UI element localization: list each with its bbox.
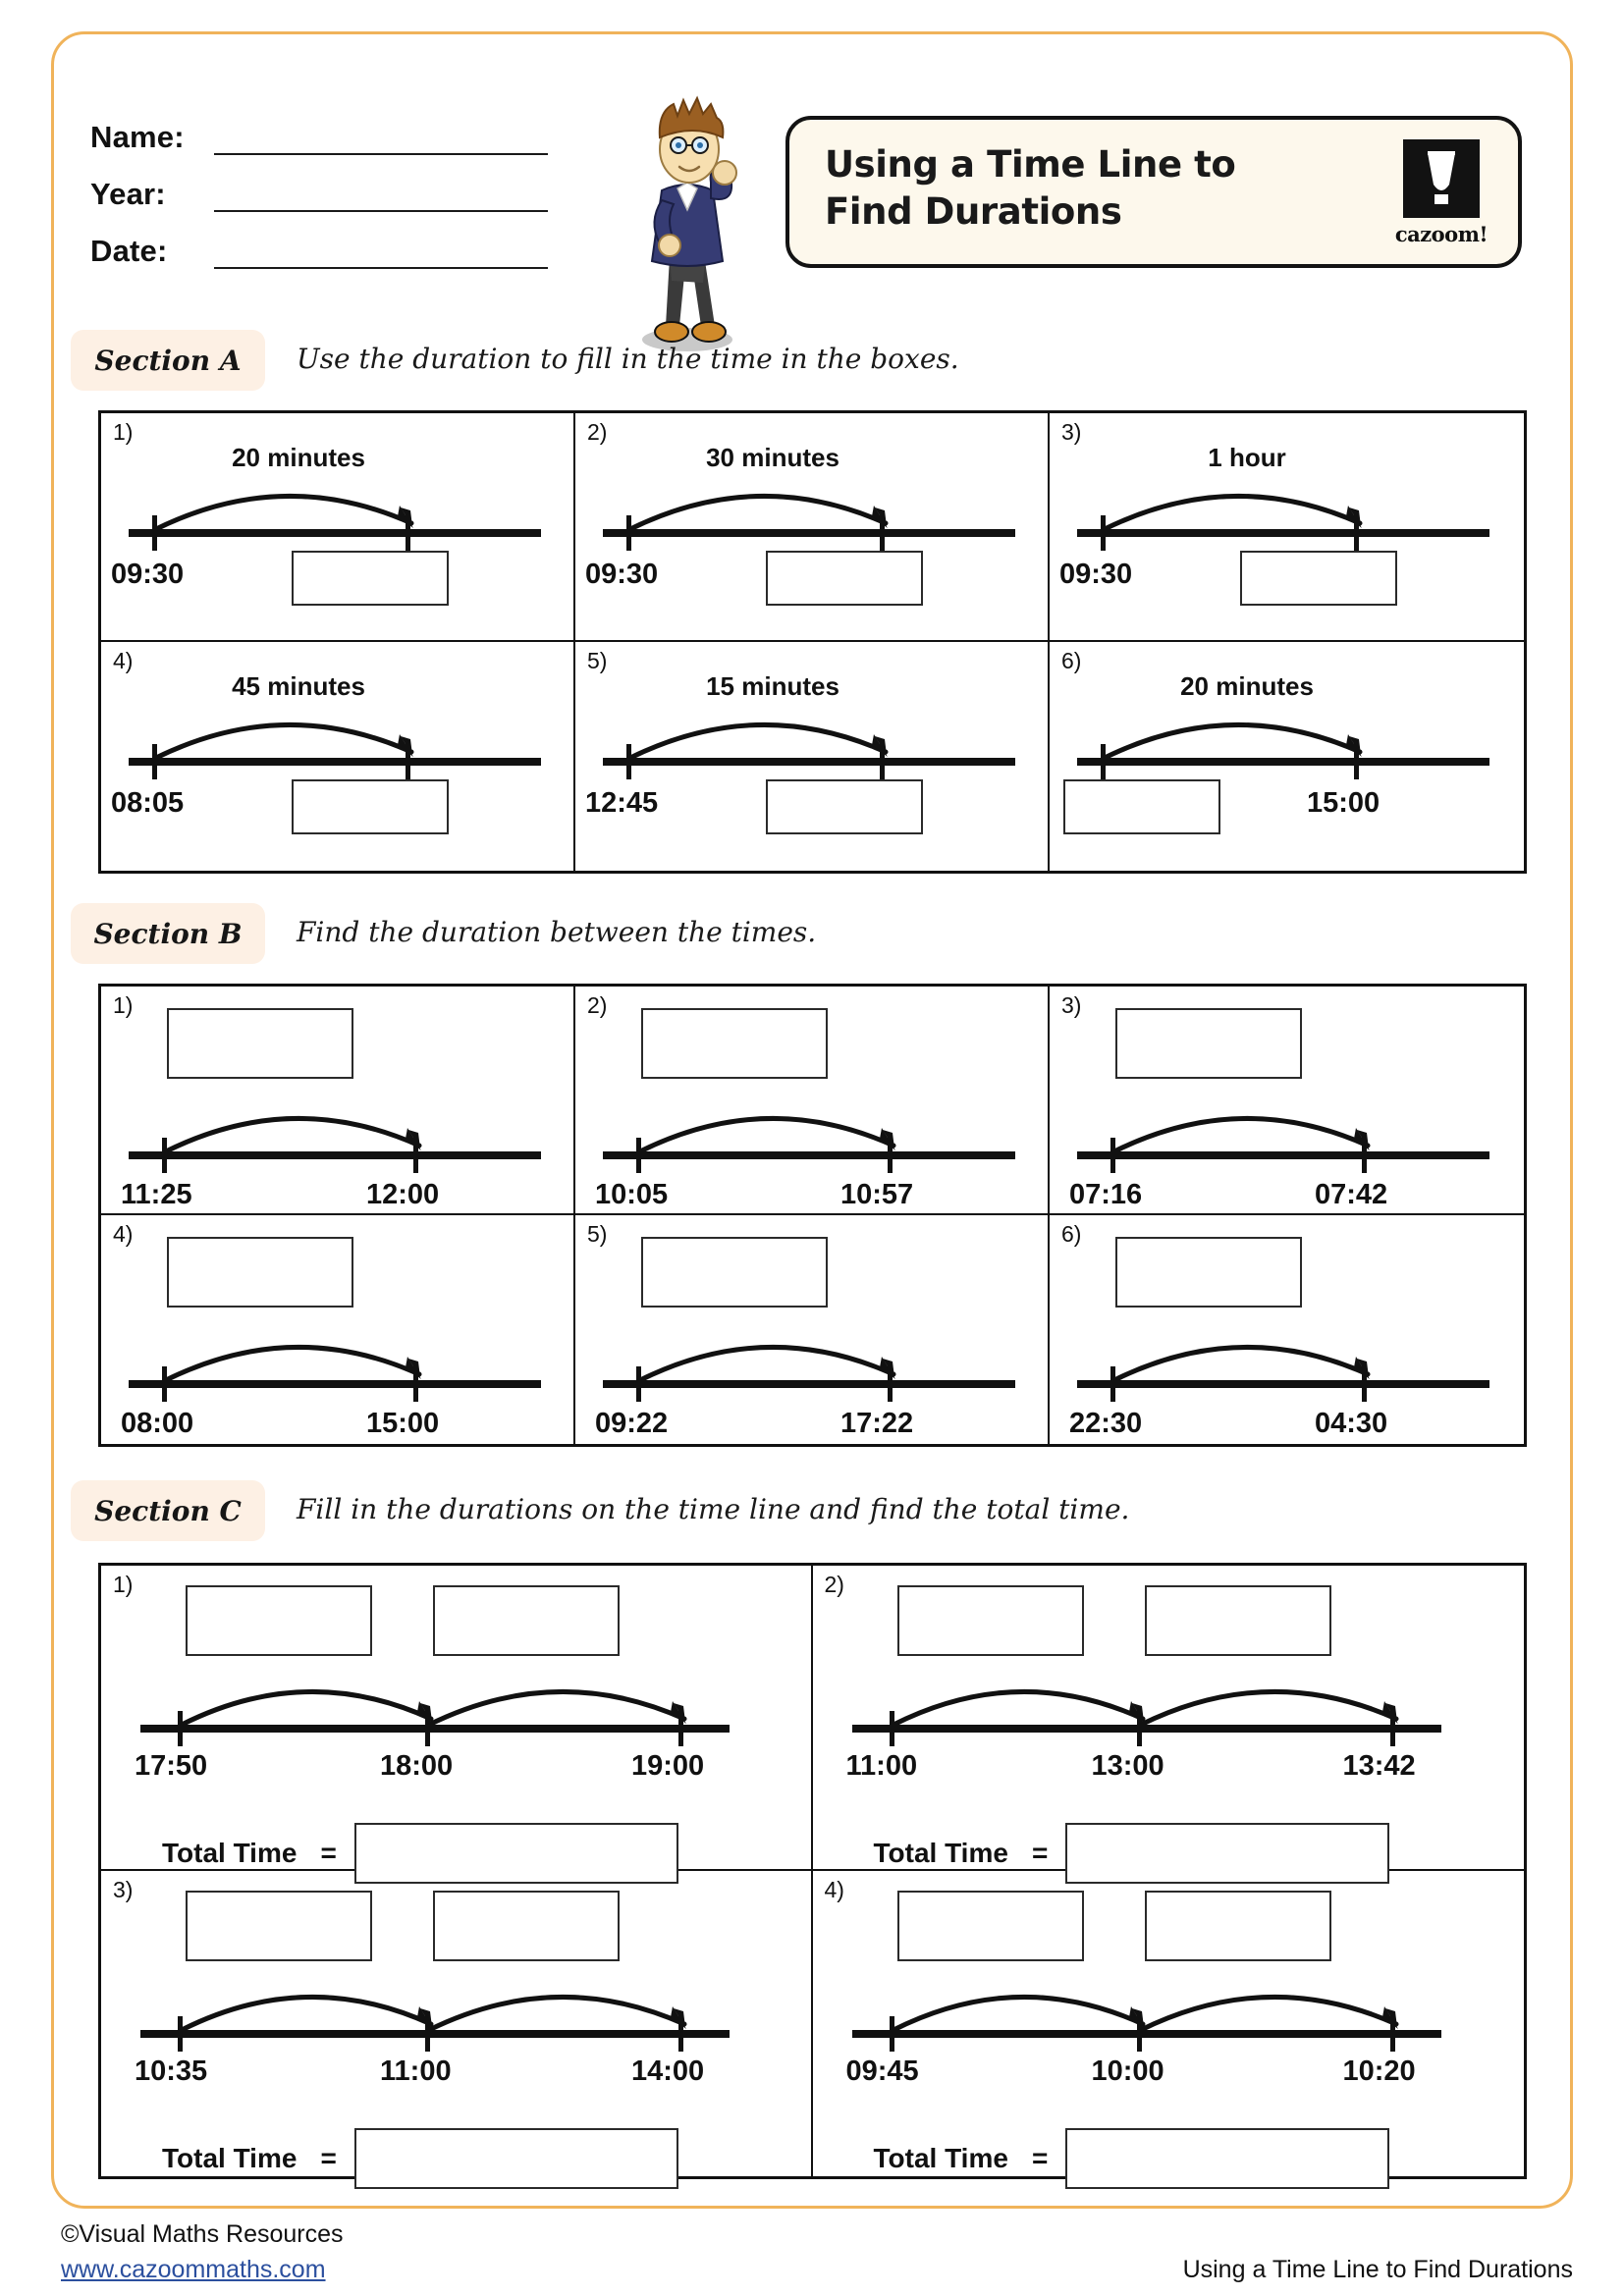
duration-arrow-icon [621, 460, 903, 538]
time-line-tick [1354, 515, 1359, 551]
total-time-row [162, 2128, 678, 2189]
question-number: 3) [1061, 992, 1082, 1018]
duration-box-1[interactable] [186, 1585, 372, 1656]
section-c-question-grid [98, 1563, 1527, 2179]
year-input-line[interactable] [214, 183, 548, 212]
question-cell [101, 1871, 813, 2176]
question-number: 6) [1061, 1221, 1082, 1247]
equals-sign: = [320, 1838, 337, 1868]
time-line-rail [129, 1380, 541, 1388]
question-number: 1) [113, 1572, 134, 1597]
glass-shape-icon [1419, 147, 1464, 210]
question-cell [101, 987, 575, 1215]
date-input-line[interactable] [214, 240, 548, 269]
duration-arrow-icon [172, 1656, 449, 1734]
question-cell [575, 1215, 1050, 1444]
time-line-tick [1110, 1366, 1115, 1402]
time-line-tick [1362, 1138, 1367, 1173]
time-label-start: 08:05 [111, 787, 185, 819]
cazoom-wordmark: cazoom! [1394, 222, 1489, 246]
equals-sign: = [1031, 1838, 1049, 1868]
time-line-rail [1077, 1380, 1489, 1388]
time-line-rail [140, 1725, 730, 1733]
time-line-tick [678, 2016, 683, 2052]
time-line-tick [626, 744, 631, 779]
time-line-tick [1362, 1366, 1367, 1402]
student-info-fields [90, 98, 601, 269]
answer-box[interactable] [292, 551, 449, 606]
time-line-tick [626, 515, 631, 551]
duration-label: 30 minutes [706, 443, 839, 472]
time-label-end: 17:22 [840, 1408, 914, 1439]
time-label-end: 07:42 [1315, 1179, 1388, 1210]
time-line-rail [129, 758, 541, 766]
question-cell [575, 413, 1050, 642]
duration-arrow-icon [630, 1311, 911, 1389]
question-cell [813, 1566, 1525, 1871]
duration-box-2[interactable] [1145, 1585, 1331, 1656]
section-b-heading [71, 903, 1543, 964]
section-a-question-grid [98, 410, 1527, 874]
time-line-tick [406, 515, 410, 551]
duration-box-1[interactable] [897, 1585, 1084, 1656]
duration-arrow-icon [621, 689, 903, 767]
name-field-row [90, 98, 601, 155]
section-a-instruction: Use the duration to fill in the time in the boxes. [297, 343, 959, 375]
time-label-3: 14:00 [631, 2056, 705, 2087]
time-line-tick [1101, 744, 1106, 779]
section-c-heading [71, 1480, 1543, 1541]
time-line-rail [140, 2030, 730, 2038]
question-number: 2) [587, 419, 608, 445]
cazoom-glass-icon [1403, 139, 1480, 218]
section-c-instruction: Fill in the durations on the time line and find the total time. [297, 1493, 1130, 1525]
question-cell [813, 1871, 1525, 2176]
duration-arrow-icon [156, 1311, 437, 1389]
date-label: Date: [90, 234, 168, 268]
time-line-tick [162, 1366, 167, 1402]
time-line-rail [129, 1151, 541, 1159]
time-line-tick [1390, 1711, 1395, 1746]
question-cell [1050, 642, 1524, 871]
duration-arrow-icon [630, 1083, 911, 1160]
total-time-answer-box[interactable] [354, 2128, 678, 2189]
worksheet-header [0, 45, 1624, 308]
time-line-rail [852, 1725, 1441, 1733]
time-label-start: 08:00 [121, 1408, 194, 1439]
equals-sign: = [1031, 2143, 1049, 2173]
time-label-end: 10:57 [840, 1179, 914, 1210]
duration-arrow-icon [884, 1961, 1161, 2039]
time-line-tick [413, 1138, 418, 1173]
duration-arrow-icon [419, 1656, 702, 1734]
time-line-tick [888, 1138, 893, 1173]
time-line-tick [636, 1138, 641, 1173]
question-number: 2) [587, 992, 608, 1018]
time-label-2: 13:00 [1091, 1750, 1164, 1782]
time-line-tick [152, 744, 157, 779]
duration-label: 15 minutes [706, 671, 839, 701]
time-line-tick [178, 1711, 183, 1746]
duration-arrow-icon [146, 689, 429, 767]
answer-box[interactable] [167, 1237, 353, 1308]
page-title-line2: Find Durations [825, 190, 1122, 234]
time-line-rail [603, 1380, 1015, 1388]
time-line-tick [152, 515, 157, 551]
time-label-3: 19:00 [631, 1750, 705, 1782]
question-number: 4) [113, 648, 134, 673]
question-cell [101, 642, 575, 871]
page-title-line1: Using a Time Line to [825, 143, 1236, 186]
time-label-end: 15:00 [366, 1408, 440, 1439]
year-field-row [90, 155, 601, 212]
duration-box-1[interactable] [186, 1891, 372, 1961]
date-field-row [90, 212, 601, 269]
time-line-rail [852, 2030, 1441, 2038]
time-line-tick [678, 1711, 683, 1746]
question-number: 1) [113, 992, 134, 1018]
website-link[interactable]: www.cazoommaths.com [61, 2256, 326, 2283]
time-line-tick [890, 1711, 894, 1746]
section-b-instruction: Find the duration between the times. [297, 916, 817, 948]
duration-arrow-icon [1131, 1656, 1414, 1734]
duration-arrow-icon [156, 1083, 437, 1160]
time-line-tick [890, 2016, 894, 2052]
time-line-tick [880, 515, 885, 551]
answer-box[interactable] [1240, 551, 1397, 606]
student-mascot-icon [601, 73, 774, 357]
time-line-tick [425, 1711, 430, 1746]
question-cell [1050, 1215, 1524, 1444]
total-time-label: Total Time [162, 2143, 298, 2173]
section-a-pill [71, 330, 265, 391]
time-line-tick [413, 1366, 418, 1402]
question-cell [1050, 987, 1524, 1215]
name-input-line[interactable] [214, 126, 548, 155]
duration-arrow-icon [1131, 1961, 1414, 2039]
time-label-end: 04:30 [1315, 1408, 1388, 1439]
time-line-tick [162, 1138, 167, 1173]
time-label-1: 11:00 [845, 1750, 918, 1782]
time-line-rail [1077, 529, 1489, 537]
time-label-1: 17:50 [135, 1750, 208, 1782]
time-line-tick [880, 744, 885, 779]
duration-arrow-icon [419, 1961, 702, 2039]
total-time-label: Total Time [873, 1838, 1008, 1868]
equals-sign: = [320, 2143, 337, 2173]
question-cell [1050, 413, 1524, 642]
time-line-rail [603, 1151, 1015, 1159]
time-line-tick [178, 2016, 183, 2052]
section-b-pill [71, 903, 265, 964]
time-label-start: 22:30 [1069, 1408, 1143, 1439]
duration-box-1[interactable] [897, 1891, 1084, 1961]
section-a-label: Section A [94, 344, 242, 377]
time-label-end: 12:00 [366, 1179, 440, 1210]
question-number: 3) [1061, 419, 1082, 445]
duration-arrow-icon [1095, 689, 1378, 767]
duration-arrow-icon [172, 1961, 449, 2039]
question-cell [575, 987, 1050, 1215]
answer-box[interactable] [292, 779, 449, 834]
time-line-tick [425, 2016, 430, 2052]
section-b-label: Section B [93, 917, 243, 950]
time-line-tick [1354, 744, 1359, 779]
answer-box[interactable] [167, 1008, 353, 1079]
section-a-heading [71, 330, 1543, 391]
time-label-2: 10:00 [1091, 2056, 1164, 2087]
time-label-3: 13:42 [1342, 1750, 1416, 1782]
answer-box[interactable] [766, 551, 923, 606]
time-label-2: 11:00 [380, 2056, 452, 2087]
copyright-text: ©Visual Maths Resources [61, 2220, 344, 2248]
question-number: 4) [824, 1877, 844, 1902]
time-line-tick [888, 1366, 893, 1402]
time-line-rail [603, 529, 1015, 537]
time-line-tick [636, 1366, 641, 1402]
question-number: 4) [113, 1221, 134, 1247]
time-line-rail [129, 529, 541, 537]
time-label-start: 07:16 [1069, 1179, 1143, 1210]
time-label-start: 09:22 [595, 1408, 669, 1439]
time-label-start: 12:45 [585, 787, 659, 819]
time-line-tick [1137, 1711, 1142, 1746]
time-label-start: 11:25 [121, 1179, 192, 1210]
duration-label: 45 minutes [232, 671, 365, 701]
time-label-start: 10:05 [595, 1179, 669, 1210]
time-line-tick [406, 744, 410, 779]
total-time-label: Total Time [162, 1838, 298, 1868]
answer-box[interactable] [1115, 1008, 1302, 1079]
duration-arrow-icon [1095, 460, 1378, 538]
question-number: 5) [587, 648, 608, 673]
duration-label: 1 hour [1208, 443, 1286, 472]
question-number: 3) [113, 1877, 134, 1902]
question-cell [101, 413, 575, 642]
answer-box[interactable] [1115, 1237, 1302, 1308]
total-time-label: Total Time [873, 2143, 1008, 2173]
section-c-label: Section C [94, 1494, 242, 1527]
time-label-1: 09:45 [845, 2056, 919, 2087]
duration-box-2[interactable] [433, 1891, 620, 1961]
duration-box-2[interactable] [1145, 1891, 1331, 1961]
time-line-tick [1110, 1138, 1115, 1173]
answer-box[interactable] [641, 1008, 828, 1079]
section-b-question-grid [98, 984, 1527, 1447]
name-label: Name: [90, 120, 185, 154]
duration-label: 20 minutes [1180, 671, 1314, 701]
duration-arrow-icon [884, 1656, 1161, 1734]
time-label-end: 15:00 [1307, 787, 1380, 819]
duration-box-2[interactable] [433, 1585, 620, 1656]
time-line-rail [1077, 1151, 1489, 1159]
duration-arrow-icon [1105, 1311, 1385, 1389]
cazoom-logo [1390, 139, 1492, 255]
duration-arrow-icon [146, 460, 429, 538]
footer-sheet-title: Using a Time Line to Find Durations [1182, 2256, 1573, 2283]
question-cell [101, 1566, 813, 1871]
question-number: 6) [1061, 648, 1082, 673]
total-time-answer-box[interactable] [1065, 2128, 1389, 2189]
question-number: 5) [587, 1221, 608, 1247]
time-label-start: 09:30 [585, 559, 659, 590]
page-title [825, 141, 1375, 236]
time-label-2: 18:00 [380, 1750, 454, 1782]
duration-label: 20 minutes [232, 443, 365, 472]
time-label-start: 09:30 [1059, 559, 1133, 590]
time-label-3: 10:20 [1342, 2056, 1416, 2087]
total-time-row [874, 2128, 1390, 2189]
question-cell [101, 1215, 575, 1444]
question-cell [575, 642, 1050, 871]
section-c-pill [71, 1480, 265, 1541]
question-number: 2) [824, 1572, 844, 1597]
time-label-1: 10:35 [135, 2056, 208, 2087]
time-line-tick [1390, 2016, 1395, 2052]
answer-box[interactable] [1063, 779, 1220, 834]
time-line-rail [1077, 758, 1489, 766]
answer-box[interactable] [766, 779, 923, 834]
time-line-tick [1137, 2016, 1142, 2052]
title-plaque [785, 116, 1522, 268]
time-label-start: 09:30 [111, 559, 185, 590]
duration-arrow-icon [1105, 1083, 1385, 1160]
year-label: Year: [90, 177, 166, 211]
question-number: 1) [113, 419, 134, 445]
answer-box[interactable] [641, 1237, 828, 1308]
time-line-tick [1101, 515, 1106, 551]
time-line-rail [603, 758, 1015, 766]
